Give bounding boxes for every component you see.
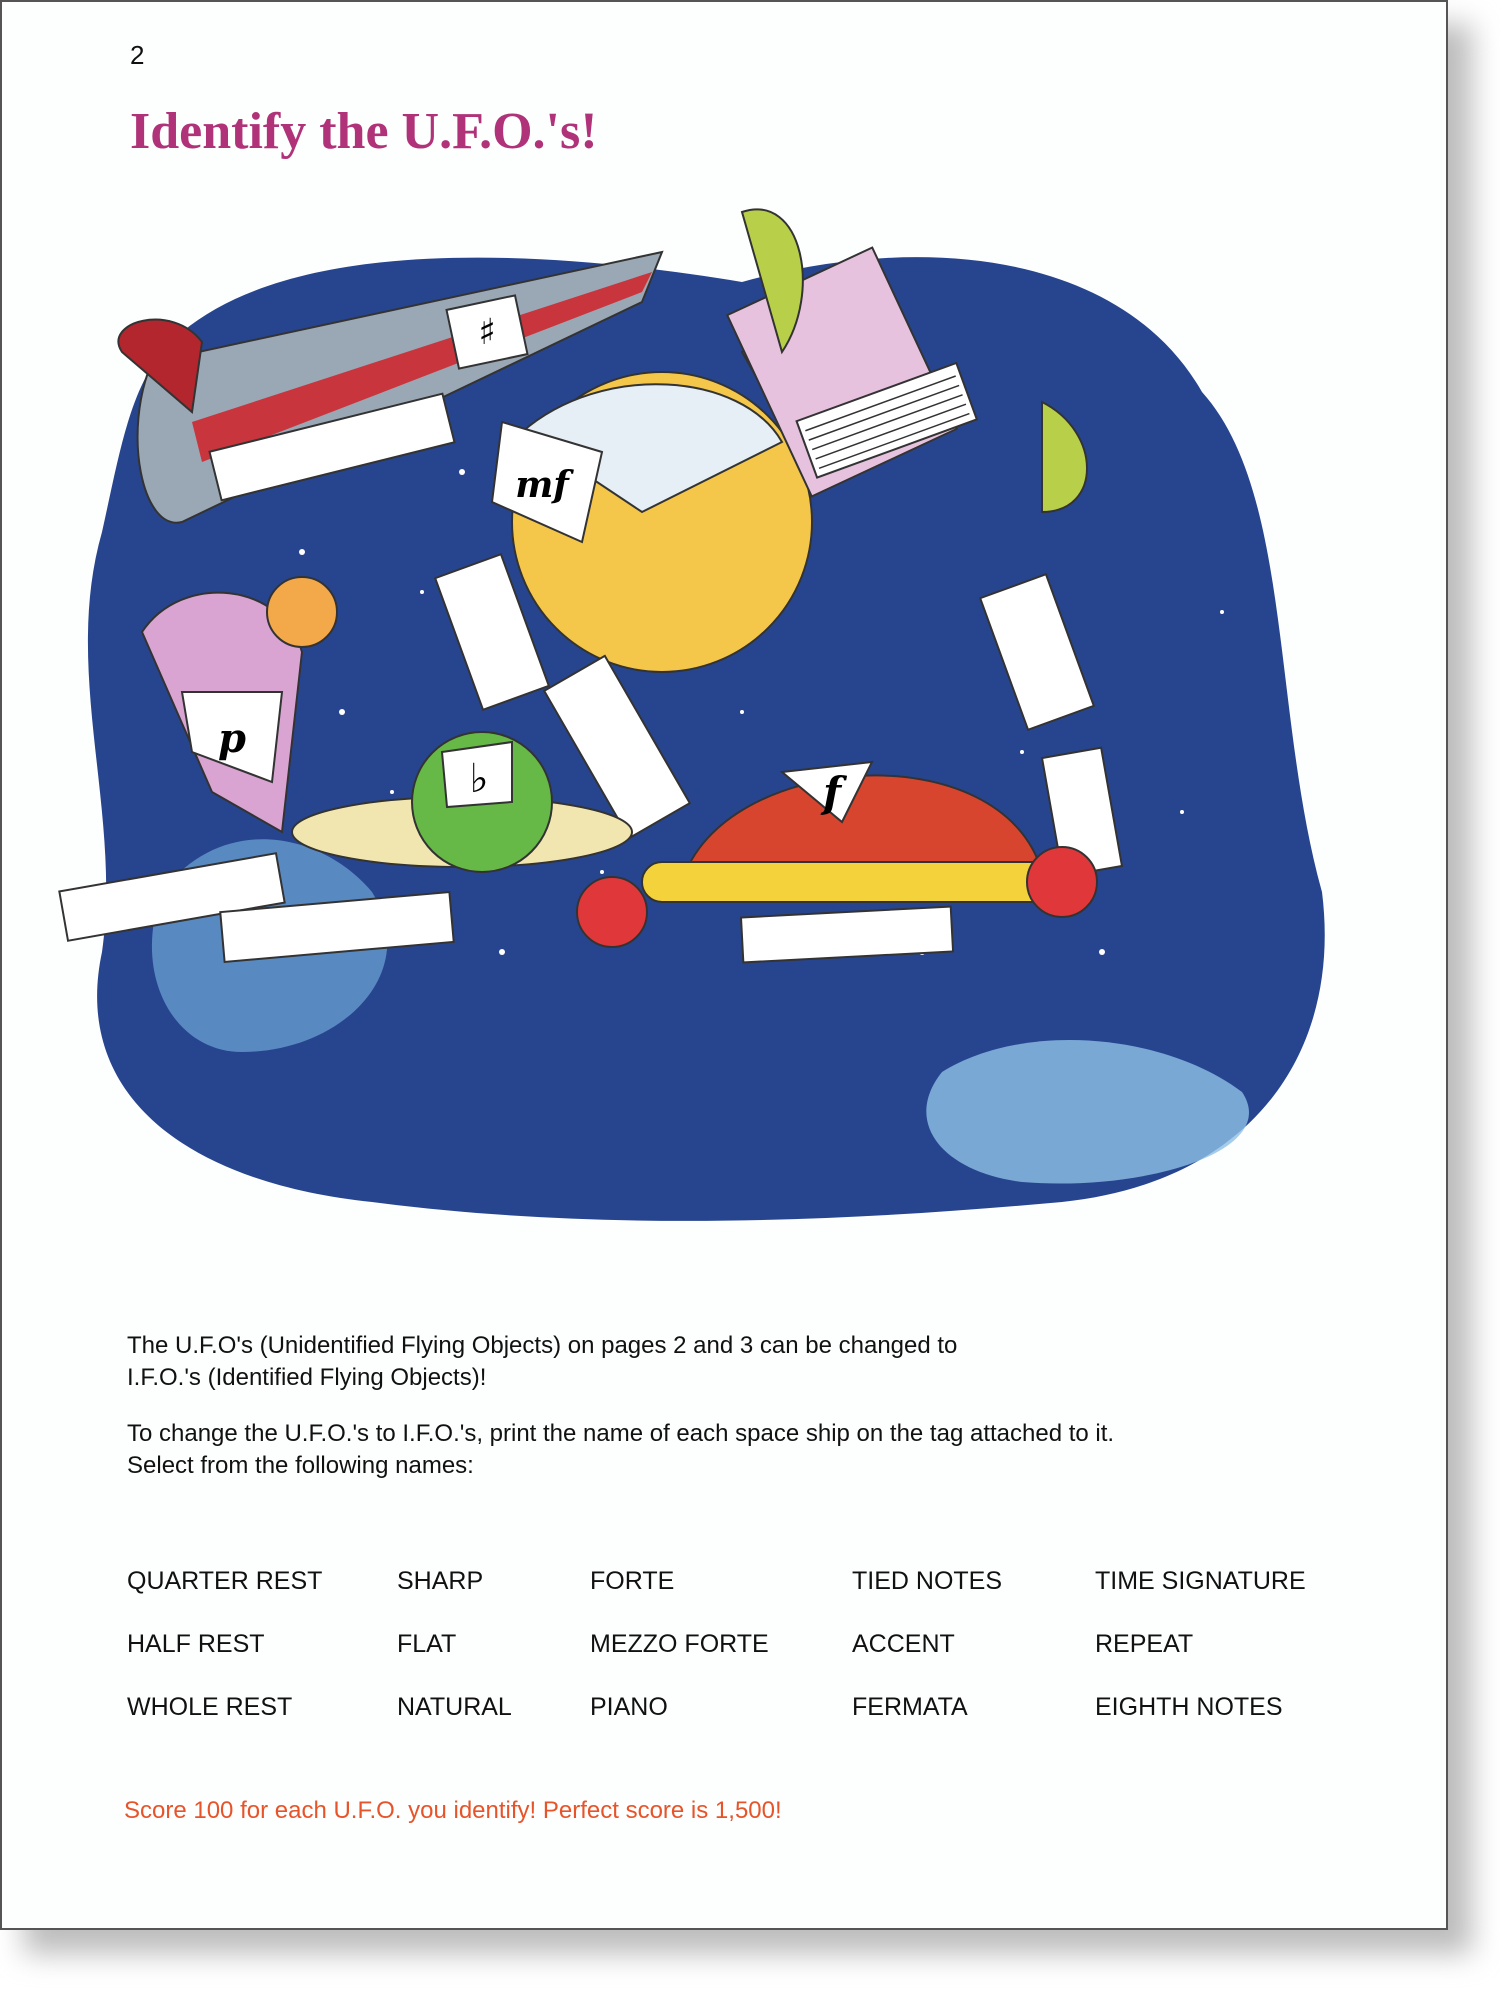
- intro-line: The U.F.O's (Unidentified Flying Objects) on pages 2 and 3 can be changed to: [127, 1332, 958, 1359]
- piano-symbol: p: [218, 715, 246, 762]
- page-title: Identify the U.F.O.'s!: [130, 103, 598, 160]
- name-option: REPEAT: [1095, 1630, 1194, 1658]
- page-number: 2: [130, 40, 145, 70]
- sharp-symbol: ♯: [478, 312, 496, 353]
- name-option: MEZZO FORTE: [590, 1630, 769, 1658]
- name-option: TIED NOTES: [852, 1567, 1003, 1595]
- name-option: FERMATA: [852, 1693, 968, 1721]
- mezzo-forte-symbol: mf: [515, 464, 569, 506]
- name-option: ACCENT: [852, 1630, 955, 1658]
- score-note: Score 100 for each U.F.O. you identify! Perfect score is 1,500!: [124, 1797, 782, 1824]
- name-option: PIANO: [590, 1693, 668, 1721]
- name-option: FLAT: [397, 1630, 457, 1658]
- ufo-illustration: [42, 192, 1352, 1232]
- flat-symbol: ♭: [469, 756, 489, 802]
- answer-tag: [741, 907, 953, 963]
- name-list: [127, 1567, 1347, 1722]
- instructions-line: Select from the following names:: [127, 1452, 474, 1479]
- instructions: [127, 1330, 1277, 1506]
- name-option: WHOLE REST: [127, 1693, 293, 1721]
- instructions-paragraph: [127, 1418, 1277, 1482]
- forte-symbol: f: [822, 768, 842, 817]
- intro-paragraph: [127, 1330, 1277, 1394]
- name-option: HALF REST: [127, 1630, 265, 1658]
- instructions-line: To change the U.F.O.'s to I.F.O.'s, print the name of each space ship on the tag attached to it.: [127, 1420, 1115, 1447]
- name-option: TIME SIGNATURE: [1095, 1567, 1306, 1595]
- intro-line: I.F.O.'s (Identified Flying Objects)!: [127, 1364, 487, 1391]
- name-option: FORTE: [590, 1567, 675, 1595]
- name-option: EIGHTH NOTES: [1095, 1693, 1283, 1721]
- name-option: NATURAL: [397, 1693, 512, 1721]
- name-option: QUARTER REST: [127, 1567, 323, 1595]
- name-option: SHARP: [397, 1567, 484, 1595]
